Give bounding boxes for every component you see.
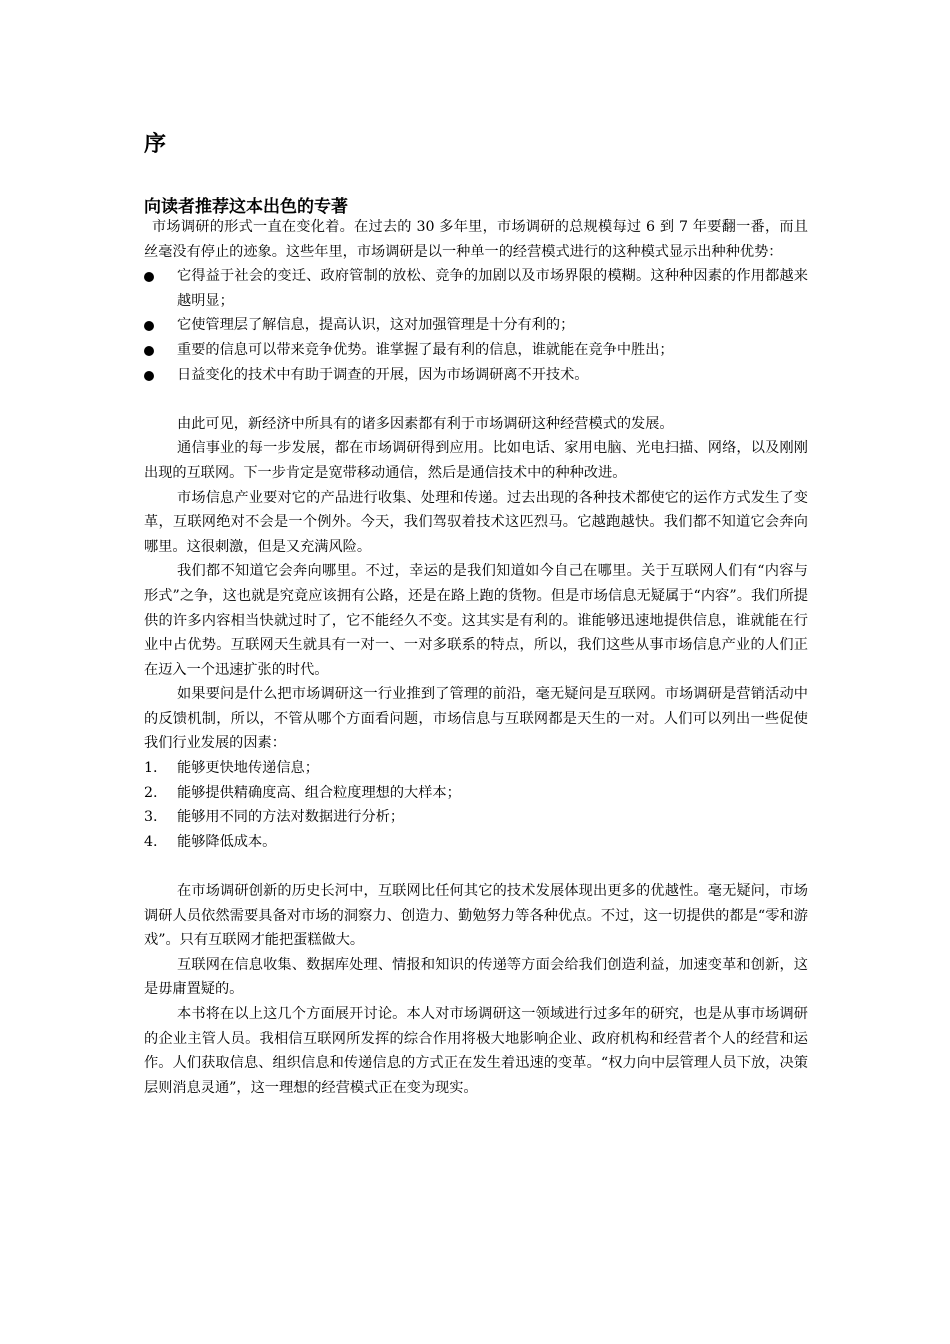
document-body	[144, 215, 808, 1100]
bullet-icon	[144, 371, 154, 381]
paragraph: 如果要问是什么把市场调研这一行业推到了管理的前沿，毫无疑问是互联网。市场调研是营销活动中的反馈机制，所以，不管从哪个方面看问题，市场信息与互联网都是天生的一对。人们可以列出一些促使我们行业发展的因素：	[144, 686, 808, 752]
item-number: 3.	[144, 809, 158, 826]
numbered-item	[144, 781, 808, 806]
item-number: 1.	[144, 760, 158, 777]
item-number: 2.	[144, 784, 158, 801]
bullet-icon	[144, 346, 154, 356]
paragraph: 由此可见，新经济中所具有的诸多因素都有利于市场调研这种经营模式的发展。	[177, 415, 674, 432]
bullet-icon	[144, 272, 154, 282]
numbered-item	[144, 805, 808, 830]
intro-paragraph: 市场调研的形式一直在变化着。在过去的 30 多年里，市场调研的总规模每过 6 到 7 年要翻一番，而且丝毫没有停止的迹象。这些年里，市场调研是以一种单一的经营模式进行的这种模式显示出种种优势：	[144, 219, 808, 260]
bullet-item	[144, 338, 808, 363]
item-text: 能够提供精确度高、组合粒度理想的大样本；	[177, 784, 461, 801]
paragraph: 本书将在以上这几个方面展开讨论。本人对市场调研这一领域进行过多年的研究，也是从事市场调研的企业主管人员。我相信互联网所发挥的综合作用将极大地影响企业、政府机构和经营者个人的经营和运作。人们获取信息、组织信息和传递信息的方式正在发生着迅速的变革。“权力向中层管理人员下放，决策层则消息灵通”，这一理想的经营模式正在变为现实。	[144, 1006, 808, 1096]
paragraph: 我们都不知道它会奔向哪里。不过，幸运的是我们知道如今自己在哪里。关于互联网人们有“内容与形式”之争，这也就是究竟应该拥有公路，还是在路上跑的货物。但是市场信息无疑属于“内容”。我们所提供的许多内容相当快就过时了，它不能经久不变。这其实是有利的。谁能够迅速地提供信息，谁就能在行业中占优势。互联网天生就具有一对一、一对多联系的特点，所以，我们这些从事市场信息产业的人们正在迈入一个迅速扩张的时代。	[144, 563, 808, 678]
paragraph: 市场信息产业要对它的产品进行收集、处理和传递。过去出现的各种技术都使它的运作方式发生了变革，互联网绝对不会是一个例外。今天，我们驾驭着技术这匹烈马。它越跑越快。我们都不知道它会奔向哪里。这很刺激，但是又充满风险。	[144, 489, 808, 555]
bullet-text: 重要的信息可以带来竞争优势。谁掌握了最有利的信息，谁就能在竞争中胜出；	[177, 341, 674, 358]
paragraph: 在市场调研创新的历史长河中，互联网比任何其它的技术发展体现出更多的优越性。毫无疑问，市场调研人员依然需要具备对市场的洞察力、创造力、勤勉努力等各种优点。不过，这一切提供的都是“零和游戏”。只有互联网才能把蛋糕做大。	[144, 883, 808, 949]
numbered-item	[144, 830, 808, 855]
bullet-item	[144, 264, 808, 313]
numbered-item	[144, 756, 808, 781]
item-number: 4.	[144, 833, 158, 850]
bullet-text: 它得益于社会的变迁、政府管制的放松、竞争的加剧以及市场界限的模糊。这种种因素的作用都越来越明显；	[177, 268, 808, 309]
item-text: 能够更快地传递信息；	[177, 760, 319, 777]
paragraph: 通信事业的每一步发展，都在市场调研得到应用。比如电话、家用电脑、光电扫描、网络，以及刚刚出现的互联网。下一步肯定是宽带移动通信，然后是通信技术中的种种改进。	[144, 440, 808, 481]
bullet-icon	[144, 321, 154, 331]
chapter-heading: 序	[144, 131, 167, 157]
item-text: 能够用不同的方法对数据进行分析；	[177, 809, 405, 826]
paragraph: 互联网在信息收集、数据库处理、情报和知识的传递等方面会给我们创造利益，加速变革和创新，这是毋庸置疑的。	[144, 956, 808, 998]
bullet-item	[144, 313, 808, 338]
bullet-text: 日益变化的技术中有助于调查的开展，因为市场调研离不开技术。	[177, 366, 589, 383]
bullet-text: 它使管理层了解信息，提高认识，这对加强管理是十分有利的；	[177, 317, 575, 334]
bullet-item	[144, 363, 808, 388]
section-heading: 向读者推荐这本出色的专著	[144, 197, 348, 217]
item-text: 能够降低成本。	[177, 833, 277, 850]
